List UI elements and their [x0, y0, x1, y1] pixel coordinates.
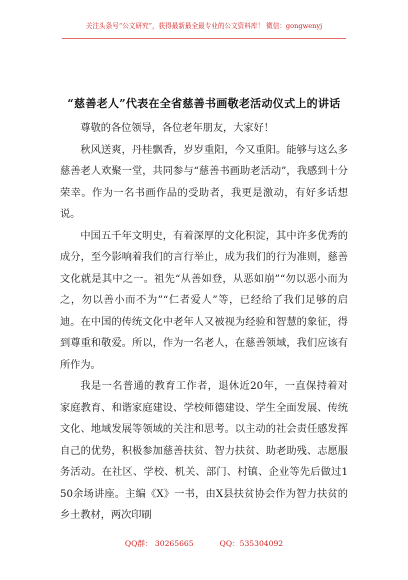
header-divider [62, 38, 346, 39]
document-title: “慈善老人”代表在全省慈善书画敬老活动仪式上的讲话 [67, 97, 341, 110]
footer-qq-group: QQ群： 30265665 [124, 539, 194, 548]
document-body [60, 118, 348, 527]
footer-contact [0, 538, 408, 549]
body-paragraph: 秋风送爽，丹桂飘香，岁岁重阳，今又重阳。能够与这么多慈善老人欢聚一堂，共同参与“慈善书画助老活动”，我感到十分荣幸。作为一名书画作品的受助者，我更是激动，有好多话想说。 [60, 144, 348, 220]
body-paragraph: 我是一名普通的教育工作者，退休近20年，一直保持着对家庭教育、和谐家庭建设、学校师德建设、学生全面发展、传统文化、地域发展等领域的关注和思考。以主动的社会责任感发挥自己的优势，积极参加慈善扶贫、智力扶贫、助老助残、志愿服务活动。在社区、学校、机关、部门、村镇、企业等先后做过150余场讲座。主编《X》一书，由X县扶贫协会作为智力扶贫的乡土教材，两次印刷 [60, 381, 348, 521]
greeting-paragraph: 尊敬的各位领导，各位老年朋友，大家好！ [80, 123, 274, 134]
footer-qq-number: QQ：535304092 [219, 539, 284, 548]
header-notice: 关注头条号“公文研究”，获得最新最全最专业的公文资料库！ 微信：gongwenyj [85, 22, 323, 30]
body-paragraph: 中国五千年文明史，有着深厚的文化积淀，其中许多优秀的成分，至今影响着我们的言行举止，成为我们的行为准则，慈善文化就是其中之一。祖先“从善如登，从恶如崩”“勿以恶小而为之，勿以善小而不为”“仁者爱人”等，已经给了我们足够的启迪。在中国的传统文化中老年人又被视为经验和智慧的象征，得到尊重和敬爱。所以，作为一名老人，在慈善领域，我们应该有所作为。 [60, 230, 348, 371]
